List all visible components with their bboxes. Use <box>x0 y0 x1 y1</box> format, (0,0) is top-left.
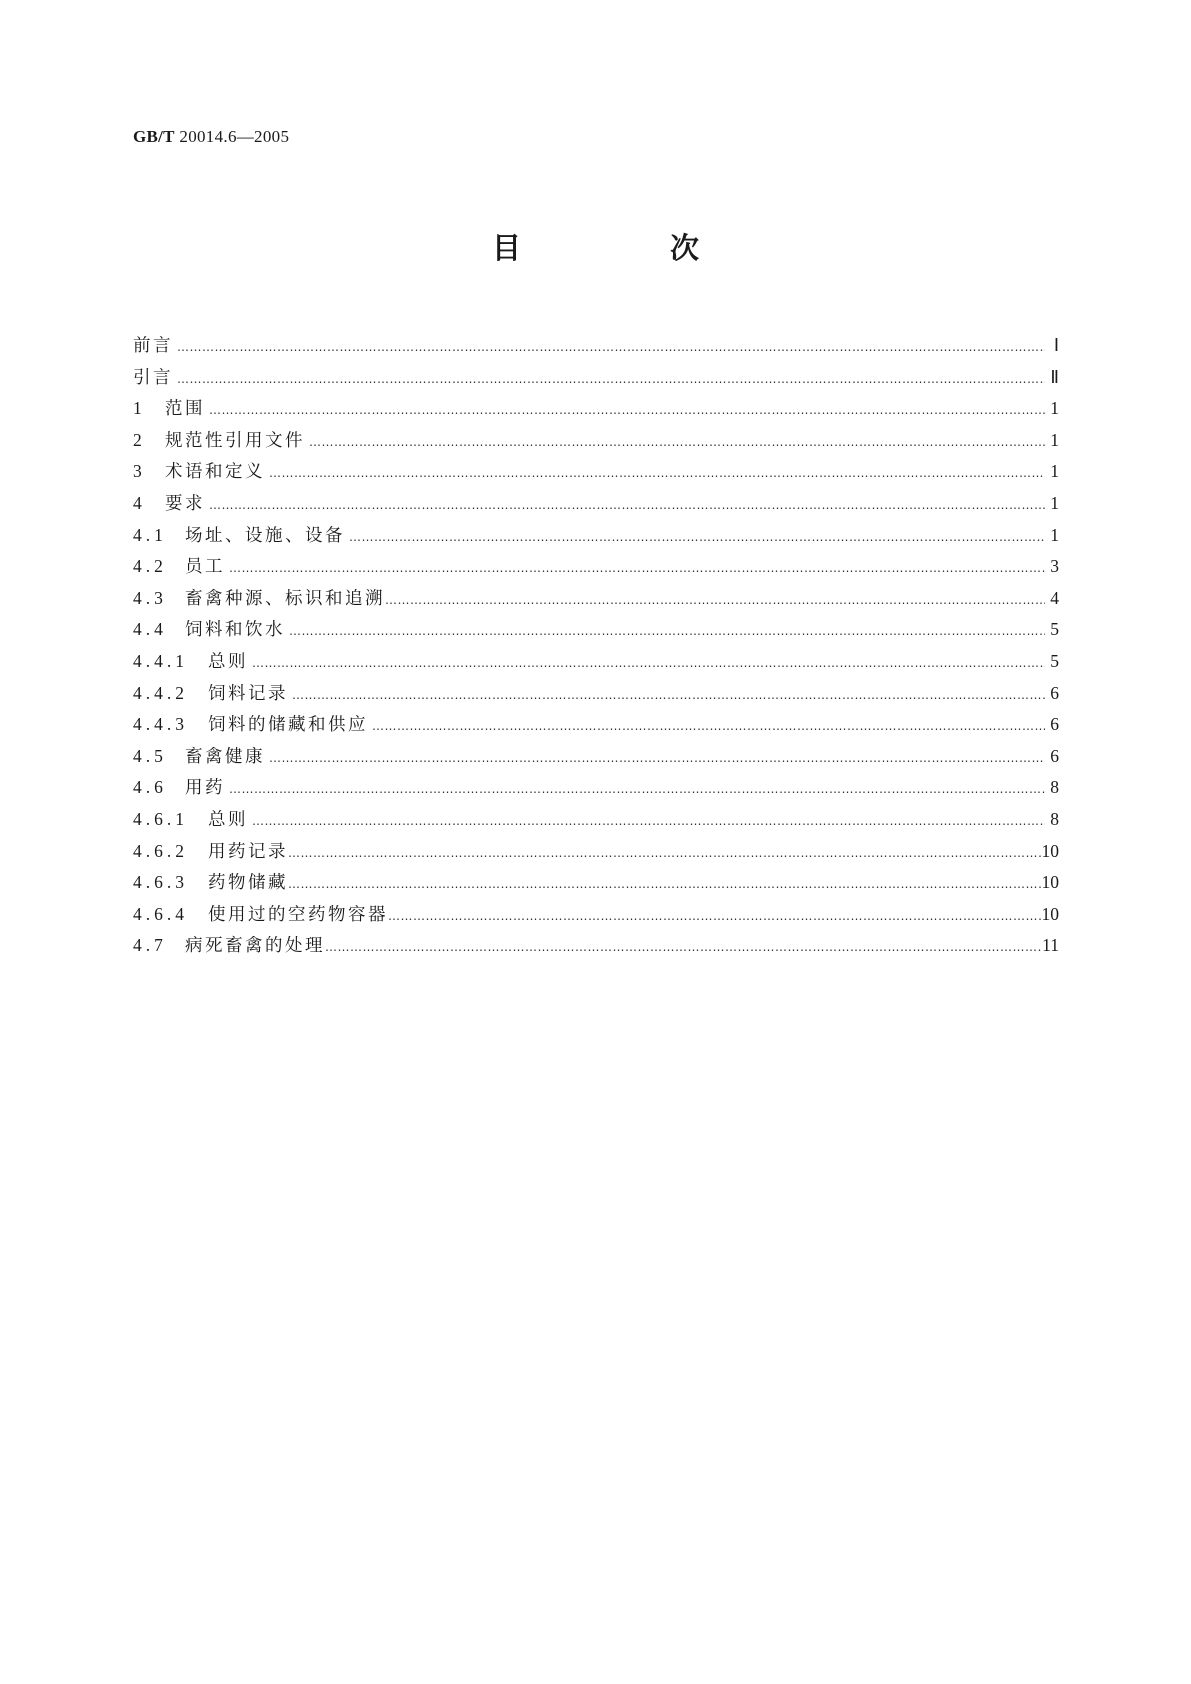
toc-entry-number: 4.7 <box>133 935 167 956</box>
toc-dot-leader <box>265 743 1045 775</box>
toc-entry[interactable] <box>133 551 1059 583</box>
toc-entry-page: 1 <box>1050 492 1059 513</box>
toc-dot-leader <box>288 838 1042 870</box>
toc-entry[interactable] <box>133 772 1059 804</box>
toc-entry[interactable] <box>133 678 1059 710</box>
toc-dot-leader <box>248 648 1045 680</box>
toc-entry-number: 4.6.1 <box>133 808 188 829</box>
toc-entry-label: 前言 <box>133 336 173 356</box>
toc-entry-page: 3 <box>1050 556 1059 577</box>
toc-entry[interactable] <box>133 804 1059 836</box>
toc-entry-page: 8 <box>1050 777 1059 798</box>
toc-dot-leader <box>305 427 1045 459</box>
toc-entry-label: 术语和定义 <box>165 462 265 483</box>
toc-entry[interactable] <box>133 709 1059 741</box>
toc-entry-page: 10 <box>1041 872 1059 893</box>
toc-entry-page: 1 <box>1050 461 1059 482</box>
toc-entry[interactable] <box>133 867 1059 899</box>
toc-entry-number: 4.6.2 <box>133 840 188 861</box>
toc-entry-label: 总则 <box>208 809 248 830</box>
toc-entry-label: 畜禽种源、标识和追溯 <box>185 588 385 609</box>
toc-dot-leader <box>173 332 1045 364</box>
toc-entry[interactable] <box>133 836 1059 868</box>
toc-entry-label: 饲料的储藏和供应 <box>208 715 368 736</box>
toc-entry-label: 规范性引用文件 <box>165 430 305 451</box>
toc-entry-page: 5 <box>1050 619 1059 640</box>
toc-entry-label: 病死畜禽的处理 <box>185 936 325 957</box>
toc-entry-page: 6 <box>1050 714 1059 735</box>
toc-dot-leader <box>205 490 1045 522</box>
toc-entry-number: 4.3 <box>133 587 167 608</box>
toc-entry[interactable] <box>133 646 1059 678</box>
toc-entry[interactable] <box>133 583 1059 615</box>
toc-entry-page: Ⅰ <box>1053 335 1059 355</box>
toc-entry[interactable] <box>133 488 1059 520</box>
toc-dot-leader <box>265 458 1045 490</box>
toc-entry[interactable] <box>133 330 1059 362</box>
toc-entry-label: 饲料和饮水 <box>185 620 285 641</box>
toc-dot-leader <box>225 553 1045 585</box>
toc-dot-leader <box>248 806 1045 838</box>
standard-code <box>133 127 289 147</box>
toc-entry-label: 饲料记录 <box>208 683 288 704</box>
toc-entry-number: 4.4 <box>133 619 167 640</box>
toc-entry-page: Ⅱ <box>1050 366 1059 387</box>
toc-entry[interactable] <box>133 362 1059 394</box>
toc-entry-label: 要求 <box>165 493 205 514</box>
toc-entry-number: 4.6.3 <box>133 872 188 893</box>
toc-dot-leader <box>325 932 1042 964</box>
toc-entry-page: 1 <box>1050 524 1059 545</box>
toc-entry-page: 6 <box>1050 682 1059 703</box>
toc-dot-leader <box>225 774 1045 806</box>
toc-entry-page: 5 <box>1050 650 1059 671</box>
toc-entry[interactable] <box>133 899 1059 931</box>
toc-entry-number: 3 <box>133 461 146 482</box>
toc-entry[interactable] <box>133 520 1059 552</box>
toc-entry-number: 4 <box>133 492 146 513</box>
toc-entry-number: 4.4.2 <box>133 682 188 703</box>
toc-entry-label: 畜禽健康 <box>185 746 265 767</box>
toc-entry-number: 4.2 <box>133 556 167 577</box>
toc-entry-page: 1 <box>1050 429 1059 450</box>
toc-entry-page: 10 <box>1041 840 1059 861</box>
standard-code-number: 20014.6—2005 <box>179 127 290 146</box>
toc-dot-leader <box>345 522 1045 554</box>
toc-entry-number: 4.6 <box>133 777 167 798</box>
toc-entry-label: 引言 <box>133 367 173 388</box>
toc-dot-leader <box>205 395 1045 427</box>
table-of-contents <box>133 330 1059 962</box>
toc-entry-page: 4 <box>1050 587 1059 608</box>
toc-entry-label: 场址、设施、设备 <box>185 525 345 546</box>
toc-entry-number: 4.6.4 <box>133 903 188 924</box>
toc-entry-number: 4.1 <box>133 524 167 545</box>
toc-dot-leader <box>288 680 1045 712</box>
toc-entry-page: 6 <box>1050 745 1059 766</box>
toc-entry[interactable] <box>133 393 1059 425</box>
toc-entry-number: 4.4.1 <box>133 650 188 671</box>
toc-entry-label: 用药记录 <box>208 841 288 862</box>
toc-entry-page: 11 <box>1042 935 1059 956</box>
toc-entry[interactable] <box>133 456 1059 488</box>
toc-dot-leader <box>285 616 1045 648</box>
toc-entry-number: 4.5 <box>133 745 167 766</box>
toc-entry-page: 8 <box>1050 808 1059 829</box>
toc-entry-page: 10 <box>1041 903 1059 924</box>
toc-entry-number: 4.4.3 <box>133 714 188 735</box>
toc-entry-label: 药物储藏 <box>208 873 288 894</box>
standard-code-prefix: GB/T <box>133 127 175 146</box>
toc-entry[interactable] <box>133 930 1059 962</box>
toc-dot-leader <box>173 364 1045 396</box>
toc-entry-number: 2 <box>133 429 146 450</box>
page-title: 目 次 <box>491 231 759 265</box>
toc-entry[interactable] <box>133 425 1059 457</box>
toc-entry-label: 使用过的空药物容器 <box>208 904 388 925</box>
toc-entry-number: 1 <box>133 398 146 419</box>
toc-entry-label: 总则 <box>208 651 248 672</box>
toc-dot-leader <box>368 711 1045 743</box>
toc-entry-label: 员工 <box>185 557 225 578</box>
toc-entry[interactable] <box>133 741 1059 773</box>
toc-entry-label: 范围 <box>165 399 205 420</box>
toc-dot-leader <box>288 869 1042 901</box>
toc-entry-page: 1 <box>1050 398 1059 419</box>
toc-entry-label: 用药 <box>185 778 225 799</box>
toc-entry[interactable] <box>133 614 1059 646</box>
toc-dot-leader <box>388 901 1042 933</box>
toc-dot-leader <box>385 585 1045 617</box>
